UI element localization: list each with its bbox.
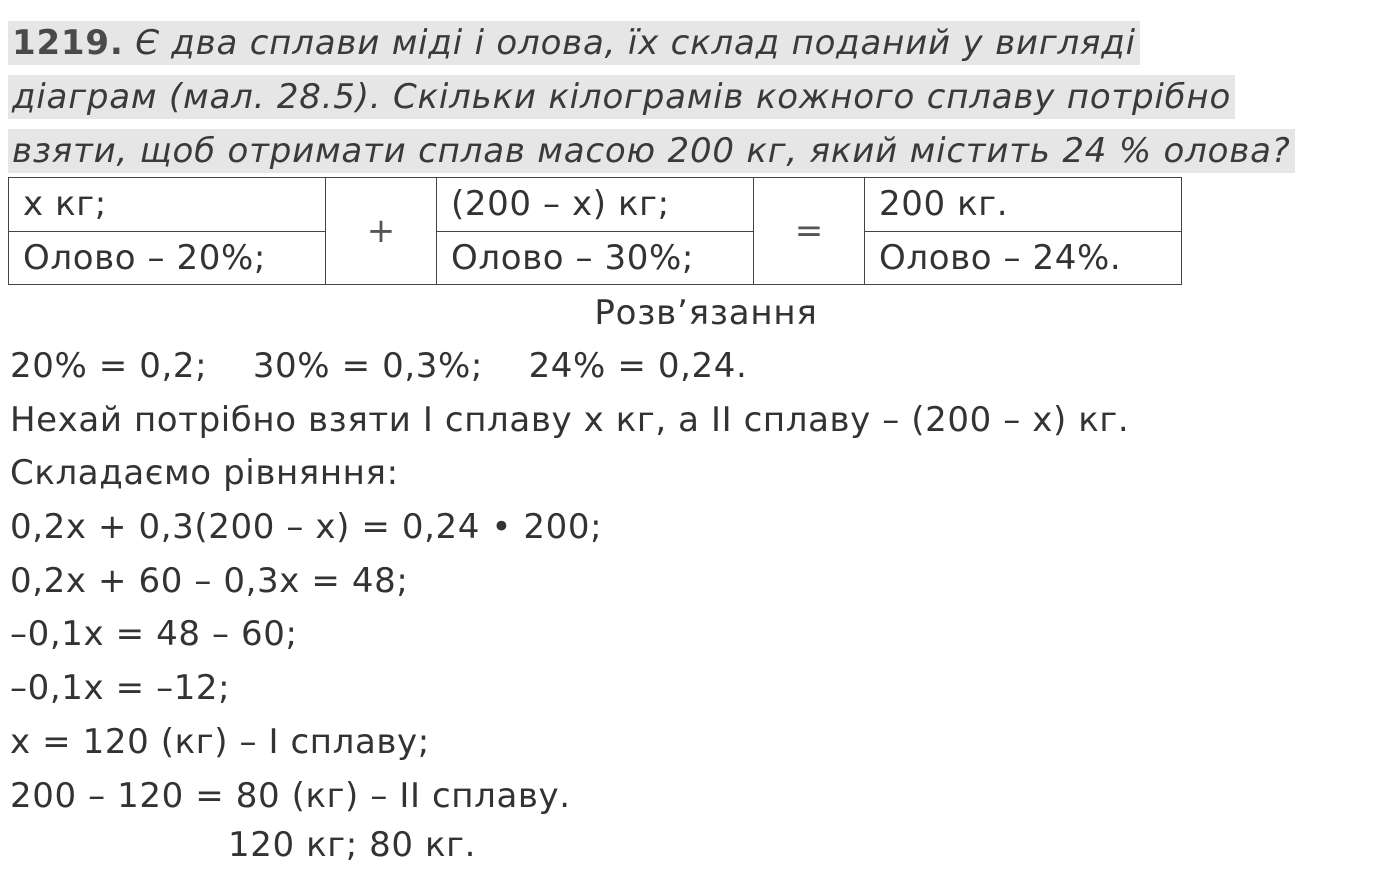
alloy-2-tin: Олово – 30%; (437, 231, 753, 284)
solution-line: 20% = 0,2; 30% = 0,3%; 24% = 0,24. (10, 346, 748, 386)
problem-statement (8, 16, 1380, 178)
alloy-result-mass: 200 кг. (879, 184, 1009, 224)
solution-line: x = 120 (кг) – I сплаву; (10, 721, 430, 762)
solution-line: –0,1x = 48 – 60; (10, 614, 298, 655)
solution-line: –0,1x = –12; (10, 668, 231, 709)
problem-text-2: діаграм (мал. 28.5). Скільки кілограмів кожного сплаву потрібно (8, 75, 1235, 119)
solution-body (10, 340, 1129, 823)
problem-number: 1219. (12, 23, 124, 63)
problem-line-3 (8, 124, 1380, 178)
alloy-2-mass: (200 – x) кг; (451, 184, 670, 224)
equals-sign: = (754, 177, 864, 285)
alloy-box-1 (8, 177, 326, 285)
plus-sign: + (326, 177, 436, 285)
alloy-scheme (8, 177, 1182, 285)
alloy-box-2 (436, 177, 754, 285)
solution-line: 0,2x + 0,3(200 – x) = 0,24 • 200; (10, 507, 603, 548)
solution-title: Розв’язання (594, 293, 818, 333)
problem-text-3: взяти, щоб отримати сплав масою 200 кг, який містить 24 % олова? (8, 129, 1295, 173)
solution-line: 200 – 120 = 80 (кг) – II сплаву. (10, 775, 571, 816)
solution-line: Складаємо рівняння: (10, 453, 399, 494)
problem-text-1: Є два сплави міді і олова, їх склад поданий у вигляді (135, 23, 1136, 63)
problem-line-2 (8, 70, 1380, 124)
solution-line: 0,2x + 60 – 0,3x = 48; (10, 560, 409, 601)
problem-line-1 (8, 16, 1380, 70)
alloy-result-tin: Олово – 24%. (865, 231, 1181, 284)
answer: 120 кг; 80 кг. (228, 825, 477, 865)
solution-line: Нехай потрібно взяти I сплаву x кг, а II сплаву – (200 – x) кг. (10, 399, 1130, 440)
alloy-1-tin: Олово – 20%; (9, 231, 325, 284)
alloy-box-result (864, 177, 1182, 285)
alloy-1-mass: x кг; (23, 184, 107, 224)
